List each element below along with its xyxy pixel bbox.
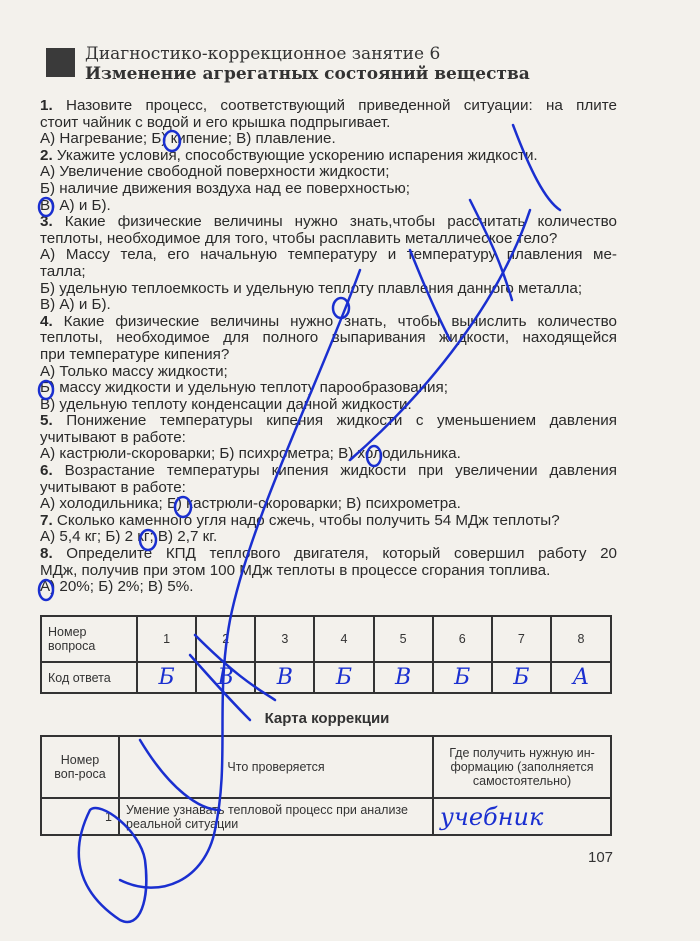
answer-code: А xyxy=(551,662,611,693)
question-number: 1. xyxy=(40,97,53,114)
row-label: Код ответа xyxy=(41,662,137,693)
line-text: Какие физические величины нужно знать, чтобы вычислить количество xyxy=(63,312,617,330)
question-number: 1 xyxy=(137,616,196,662)
line-text: А) холодильника; Б) кастрюли-скороварки; В) психрометра. xyxy=(40,495,461,513)
lesson-subtitle: Диагностико-коррекционное занятие 6 xyxy=(85,44,441,64)
col-header-what: Что проверяется xyxy=(119,736,433,798)
line-text: учитывают в работе: xyxy=(40,478,186,496)
line-text: стоит чайник с водой и его крышка подпрыгивает. xyxy=(40,113,391,131)
question-text xyxy=(40,148,617,165)
row-where: учебник xyxy=(433,798,611,835)
row-label: Номер вопроса xyxy=(41,616,137,662)
question-line xyxy=(40,164,617,181)
question-line xyxy=(40,529,617,546)
line-text: теплоты, необходимое для полного выпаривания жидкости, находящейся xyxy=(40,329,617,347)
line-text: при температуре кипения? xyxy=(40,345,230,363)
questions xyxy=(40,98,617,596)
col-header-where: Где получить нужную ин-формацию (заполняется самостоятельно) xyxy=(433,736,611,798)
row-what: Умение узнавать тепловой процесс при анализе реальной ситуации xyxy=(119,798,433,835)
question-line xyxy=(40,397,617,414)
question-number: 2 xyxy=(196,616,255,662)
question-line xyxy=(40,131,617,148)
answer-table xyxy=(40,615,612,694)
answer-code: Б xyxy=(433,662,492,693)
answer-code: В xyxy=(255,662,314,693)
question-text xyxy=(40,214,617,231)
answer-code: В xyxy=(196,662,255,693)
question-text xyxy=(40,463,617,480)
page-number: 107 xyxy=(588,849,614,866)
line-text: Б) удельную теплоемкость и удельную теплоту плавления данного металла; xyxy=(40,279,583,297)
line-text: А) Нагревание; Б) кипение; В) плавление. xyxy=(40,130,336,148)
question-line xyxy=(40,480,617,497)
correction-title: Карта коррекции xyxy=(264,710,390,727)
question-line xyxy=(40,198,617,215)
question-line xyxy=(40,247,617,264)
question-line xyxy=(40,181,617,198)
question-number: 3. xyxy=(40,213,53,231)
question-number: 7. xyxy=(40,511,53,529)
question-number: 6. xyxy=(40,462,53,480)
question-line xyxy=(40,579,617,596)
question-line xyxy=(40,563,617,580)
answer-code: Б xyxy=(137,662,196,693)
question-number: 2. xyxy=(40,146,53,164)
line-text: Б) массу жидкости и удельную теплоту парообразования; xyxy=(40,379,448,397)
line-text: Понижение температуры кипения жидкости с уменьшением давления xyxy=(66,412,617,430)
line-text: Какие физические величины нужно знать,чтобы рассчитать количество xyxy=(64,213,617,231)
col-header-number: Номер воп-роса xyxy=(41,736,119,798)
section-marker xyxy=(46,48,75,77)
question-number: 4 xyxy=(314,616,373,662)
line-text: Укажите условия, способствующие ускорению испарения жидкости. xyxy=(56,146,538,164)
answer-code: В xyxy=(374,662,433,693)
question-line xyxy=(40,446,617,463)
question-text xyxy=(40,546,617,563)
question-text xyxy=(40,314,617,331)
question-line xyxy=(40,330,617,347)
question-line xyxy=(40,430,617,447)
question-line xyxy=(40,264,617,281)
question-line xyxy=(40,297,617,314)
line-text: В) А) и Б). xyxy=(40,296,111,314)
question-line xyxy=(40,380,617,397)
line-text: МДж, получив при этом 100 МДж теплоты в процессе сгорания топлива. xyxy=(40,561,551,579)
line-text: Сколько каменного угля надо сжечь, чтобы получить 54 МДж теплоты? xyxy=(56,511,560,529)
question-line xyxy=(40,364,617,381)
line-text: Назовите процесс, соответствующий приведенной ситуации: на плите xyxy=(65,97,617,114)
question-line xyxy=(40,496,617,513)
question-text xyxy=(40,413,617,430)
question-line xyxy=(40,281,617,298)
line-text: В) удельную теплоту конденсации данной жидкости. xyxy=(40,395,412,413)
correction-table xyxy=(40,735,612,836)
question-line xyxy=(40,347,617,364)
line-text: Определите КПД теплового двигателя, который совершил работу 20 xyxy=(66,545,617,563)
lesson-title: Изменение агрегатных состояний вещества xyxy=(85,64,530,84)
question-number: 8 xyxy=(551,616,611,662)
answer-code: Б xyxy=(314,662,373,693)
question-line xyxy=(40,115,617,132)
question-line xyxy=(40,231,617,248)
row-number: 1 xyxy=(41,798,119,835)
line-text: В) А) и Б). xyxy=(40,196,111,214)
answer-code: Б xyxy=(492,662,551,693)
line-text: Б) наличие движения воздуха над ее поверхностью; xyxy=(40,179,410,197)
line-text: А) Только массу жидкости; xyxy=(40,362,228,380)
question-text xyxy=(40,513,617,530)
line-text: А) кастрюли-скороварки; Б) психрометра; В) холодильника. xyxy=(40,445,461,463)
question-number: 3 xyxy=(255,616,314,662)
line-text: Возрастание температуры кипения жидкости при увеличении давления xyxy=(64,462,617,480)
line-text: А) 20%; Б) 2%; В) 5%. xyxy=(40,578,194,596)
line-text: А) 5,4 кг; Б) 2 кг; В) 2,7 кг. xyxy=(40,528,218,546)
line-text: А) Массу тела, его начальную температуру и температуру плавления ме- xyxy=(40,246,617,264)
question-number: 5 xyxy=(374,616,433,662)
question-number: 4. xyxy=(40,312,53,330)
line-text: учитывают в работе: xyxy=(40,428,186,446)
question-text xyxy=(40,98,617,115)
line-text: талла; xyxy=(40,262,86,280)
question-number: 6 xyxy=(433,616,492,662)
line-text: А) Увеличение свободной поверхности жидкости; xyxy=(40,163,390,181)
question-number: 7 xyxy=(492,616,551,662)
line-text: теплоты, необходимое для того, чтобы расплавить металлическое тело? xyxy=(40,229,558,247)
question-number: 5. xyxy=(40,412,53,430)
question-number: 8. xyxy=(40,545,53,563)
